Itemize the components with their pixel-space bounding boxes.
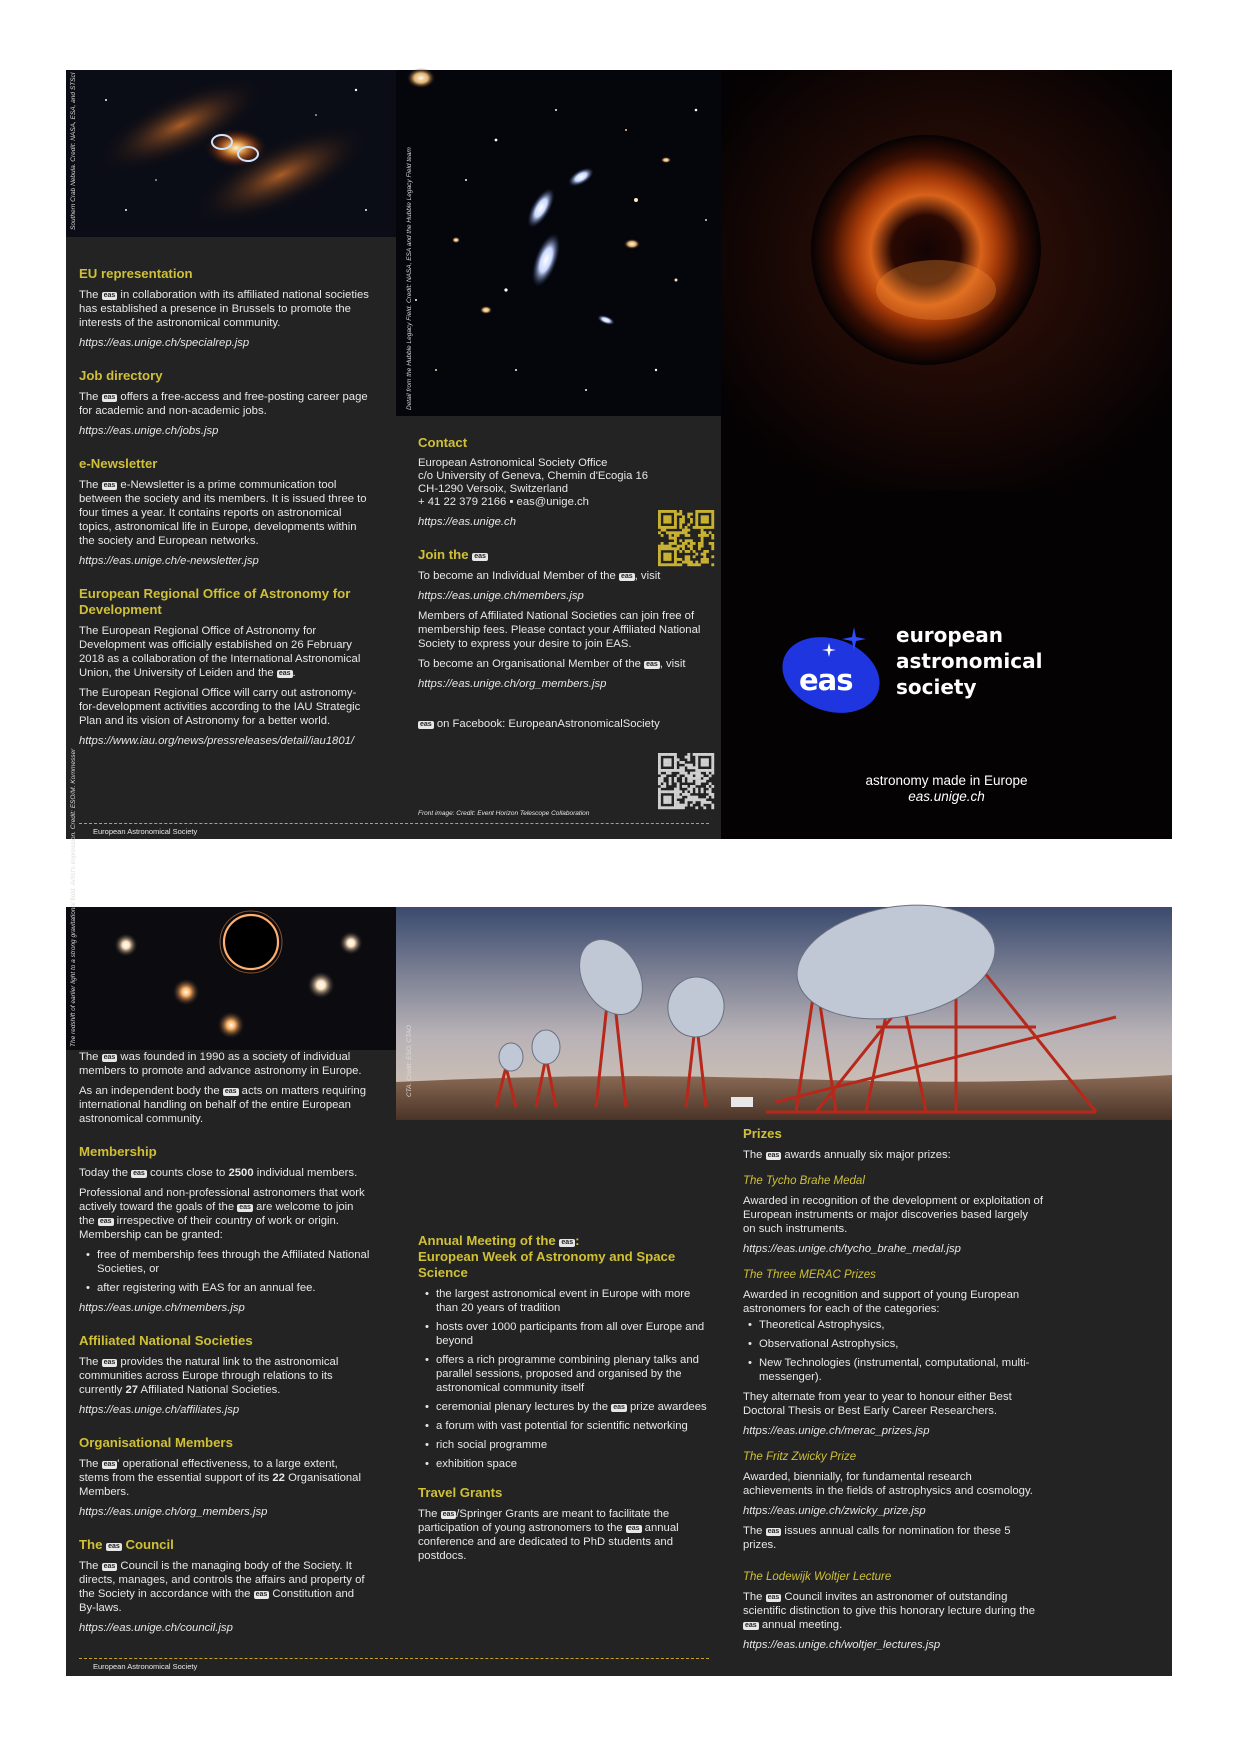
contact-link[interactable]: https://eas.unige.ch — [418, 516, 516, 528]
membership-section: Membership Today the eas counts close to 2500 individual members. Professional and non-professional astronomers that work actively toward the goals of the eas are welcome to join the eas irrespective of their country of work or origin. Membership can be granted: • free of membership fees through the Affiliated National Societies, or • after registering with EAS for an annual fee. https://eas.unige.ch/members.jsp — [79, 1144, 371, 1315]
eas-badge: eas — [255, 1591, 268, 1598]
affiliated-title: Affiliated National Societies — [79, 1333, 253, 1348]
nebula-credit: Southern Crab Nebula. Credit: NASA, ESA, and STScI — [70, 72, 77, 230]
contact-line-2: c/o University of Geneva, Chemin d'Ecogia 16 — [418, 470, 649, 482]
prizes-text: Prizes The eas awards annually six major prizes: The Tycho Brahe Medal Awarded in recognition of the development or exploitation of European instruments or major discoveries based largely on such instruments. https://eas.unige.ch/tycho_brahe_medal.jsp The Three MERAC Prizes Awarded in recognition and support of young European astronomers for each of the categories: • Theoretical Astrophysics, • Observational Astrophysics, • New Technologies (instrumental, computational, multi-messenger). They alternate from year to year to honour either Best Doctoral Thesis or Best Early Career Researchers. https://eas.unige.ch/merac_prizes.jsp The Fritz Zwicky Prize Awarded, biennially, for fundamental research achievements in the fields of astrophysics and cosmology. https://eas.unige.ch/zwicky_prize.jsp The eas issues annual calls for nomination for these 5 prizes. The Lodewijk Woltjer Lecture The eas Council invites an astronomer of outstanding scientific distinction to give this honorary lecture during the eas annual meeting. https://eas.unige.ch/woltjer_lectures.jsp — [743, 1126, 1043, 1670]
oad-link[interactable]: https://www.iau.org/news/pressreleases/detail/iau1801/ — [79, 735, 355, 747]
cover-tagline: astronomy made in Europe — [865, 773, 1028, 788]
eu-text: in collaboration with its affiliated national societies has established a presence in Brussels to promote the interests of the astronomical community. — [79, 289, 369, 329]
job-title: Job directory — [79, 368, 163, 383]
qr-code-icon — [658, 753, 714, 809]
travel-grants-section: Travel Grants The eas /Springer Grants are meant to facilitate the participation of young astronomers to the eas annual conference and are dedicated to PhD students and postdocs. — [418, 1485, 710, 1563]
list-item: • Theoretical Astrophysics, — [759, 1318, 1043, 1332]
eas-badge: eas — [767, 1594, 780, 1601]
stars-credit: The redshift of earlier light to a strong gravitational field. Artist's impression. Credit: ESO/M. Kornmesser — [70, 748, 77, 1047]
list-item: • rich social programme — [436, 1438, 710, 1452]
hubble-credit: Detail from the Hubble Legacy Field. Credit: NASA, ESA and the Hubble Legacy Field team — [406, 147, 413, 410]
list-item: • ceremonial plenary lectures by the eas prize awardees — [436, 1400, 710, 1414]
front-image-credit: Front image: Credit: Event Horizon Telescope Collaboration — [418, 810, 590, 817]
panel-inner-middle — [396, 907, 721, 1676]
oad-section: European Regional Office of Astronomy for Development The European Regional Office of Astronomy for Development was officially established on 26 February 2018 as a collaboration of the International Astronomical Union, the University of Leiden and the eas . The European Regional Office will carry out astronomy-for-development activities according to the IAU Strategic Plan and its vision of Astronomy for a better world. https://www.iau.org/news/pressreleases/detail/iau1801/ — [79, 586, 371, 748]
eas-badge: eas — [103, 1563, 116, 1570]
sheet1-footer: European Astronomical Society — [93, 827, 198, 836]
eas-badge: eas — [133, 1170, 145, 1177]
eas-badge: eas — [613, 1404, 625, 1411]
woltjer-link[interactable]: https://eas.unige.ch/woltjer_lectures.jsp — [743, 1639, 941, 1651]
affiliated-link[interactable]: https://eas.unige.ch/affiliates.jsp — [79, 1404, 240, 1416]
eas-badge: eas — [103, 1461, 116, 1468]
sheet2-footer: European Astronomical Society — [93, 1662, 198, 1671]
black-hole-image — [721, 70, 1172, 490]
member-count: 2500 — [228, 1167, 254, 1179]
job-link[interactable]: https://eas.unige.ch/jobs.jsp — [79, 425, 219, 437]
merac-list — [743, 1318, 1043, 1384]
eas-badge: eas — [108, 1543, 120, 1550]
newsletter-text: e-Newsletter is a prime communication tool between the society and its members. It is issued three to four times a year. It contains reports on astronomical topics, astronomical life in Europe, developments within the society and European networks. — [79, 479, 367, 547]
eas-badge: eas — [239, 1204, 251, 1211]
panel-front-cover — [721, 70, 1172, 839]
list-item: • offers a rich programme combining plenary talks and parallel sessions, proposed and organised by the astronomical community itself — [436, 1353, 710, 1395]
inner-left-text: The eas was founded in 1990 as a society of individual members to promote and advance astronomy in Europe. As an independent body the eas acts on matters requiring international handling on behalf of the entire European astronomical community. Membership Today the eas counts close to 2500 individual members. Professional and non-professional astronomers that work actively toward the goals of the eas are welcome to join the eas irrespective of their country of work or origin. Membership can be granted: • free of membership fees through the Affiliated National Societies, or • after registering with EAS for an annual fee. https://eas.unige.ch/members.jsp Affiliated National Societies The eas provides the natural link to the astronomical communities across Europe through relations to its currently 27 Affiliated National Societies. https://eas.unige.ch/affiliates.jsp Organisational Members The eas ' operational effectiveness, to a large extent, stems from the essential support of its 22 Organisational Members. https://eas.unige.ch/org_members.jsp The eas Council The eas Council is the managing body of the Society. It directs, manages, and controls the affairs and property of the Society in accordance with the eas Constitution and By-laws. https://eas.unige.ch/council.jsp — [79, 1050, 371, 1653]
intro-text-1: was founded in 1990 as a society of individual members to promote and advance astronomy in Europe. — [79, 1051, 362, 1077]
zwicky-link[interactable]: https://eas.unige.ch/zwicky_prize.jsp — [743, 1505, 926, 1517]
tycho-title: The Tycho Brahe Medal — [743, 1175, 865, 1187]
eu-section: EU representation The eas in collaboration with its affiliated national societies has established a presence in Brussels to promote the interests of the astronomical community. https://eas.unige.ch/specialrep.jsp — [79, 266, 371, 350]
job-section: Job directory The eas offers a free-access and free-posting career page for academic and non-academic jobs. https://eas.unige.ch/jobs.jsp — [79, 368, 371, 438]
inner-middle-text — [418, 1233, 710, 1569]
merac-section: The Three MERAC Prizes Awarded in recognition and support of young European astronomers for each of the categories: • Theoretical Astrophysics, • Observational Astrophysics, • New Technologies (instrumental, computational, multi-messenger). They alternate from year to year to honour either Best Doctoral Thesis or Best Early Career Researchers. https://eas.unige.ch/merac_prizes.jsp — [743, 1268, 1043, 1438]
list-item: • Observational Astrophysics, — [759, 1337, 1043, 1351]
eas-badge: eas — [103, 482, 116, 489]
woltjer-section: The Lodewijk Woltjer Lecture The eas Council invites an astronomer of outstanding scientific distinction to give this honorary lecture during the eas annual meeting. https://eas.unige.ch/woltjer_lectures.jsp — [743, 1570, 1043, 1652]
council-section: The eas Council The eas Council is the managing body of the Society. It directs, manages, and controls the affairs and property of the Society in accordance with the eas Constitution and By-laws. https://eas.unige.ch/council.jsp — [79, 1537, 371, 1635]
eas-badge: eas — [745, 1622, 757, 1629]
eas-badge: eas — [99, 1218, 112, 1225]
join-text-2: Members of Affiliated National Societies can join free of membership fees. Please contact your Affiliated National Society to express your desire to join EAS. — [418, 610, 701, 650]
tycho-section: The Tycho Brahe Medal Awarded in recognition of the development or exploitation of European instruments or major discoveries based largely on such instruments. https://eas.unige.ch/tycho_brahe_medal.jsp — [743, 1175, 1043, 1255]
annual-meeting-subtitle: European Week of Astronomy and Space Science — [418, 1249, 676, 1280]
logo-line-3: society — [896, 675, 977, 699]
eu-title: EU representation — [79, 266, 193, 281]
woltjer-title: The Lodewijk Woltjer Lecture — [743, 1571, 892, 1583]
annual-meeting-list — [418, 1287, 710, 1471]
logo-line-2: astronomical — [896, 649, 1043, 673]
tycho-link[interactable]: https://eas.unige.ch/tycho_brahe_medal.jsp — [743, 1243, 961, 1255]
eas-badge: eas — [442, 1511, 455, 1518]
contact-line-4: + 41 22 379 2166 ▪ eas@unige.ch — [418, 496, 589, 508]
eas-badge: eas — [474, 553, 486, 560]
council-link[interactable]: https://eas.unige.ch/council.jsp — [79, 1622, 233, 1634]
oad-text-2: The European Regional Office will carry out astronomy-for-development activities according to the IAU Strategic Plan and its vision of Astronomy for a better world. — [79, 687, 361, 727]
qr-code-facebook[interactable] — [658, 753, 714, 809]
qr-code-icon — [658, 510, 714, 566]
list-item: • New Technologies (instrumental, computational, multi-messenger). — [759, 1356, 1043, 1384]
qr-code-contact[interactable] — [658, 510, 714, 566]
zwicky-section: The Fritz Zwicky Prize Awarded, biennially, for fundamental research achievements in the fields of astrophysics and cosmology. https://eas.unige.ch/zwicky_prize.jsp The eas issues annual calls for nomination for these 5 prizes. — [743, 1450, 1043, 1552]
eas-badge: eas — [103, 1054, 116, 1061]
merac-title: The Three MERAC Prizes — [743, 1269, 876, 1281]
left-panel-text — [79, 266, 371, 766]
organisational-section: Organisational Members The eas ' operational effectiveness, to a large extent, stems from the essential support of its 22 Organisational Members. https://eas.unige.ch/org_members.jsp — [79, 1435, 371, 1519]
organisational-title: Organisational Members — [79, 1435, 233, 1450]
list-item: • after registering with EAS for an annual fee. — [97, 1281, 371, 1295]
zwicky-title: The Fritz Zwicky Prize — [743, 1451, 857, 1463]
join-text-1: To become an Individual Member of the — [418, 570, 619, 582]
join-text-3: To become an Organisational Member of the — [418, 658, 645, 670]
join-link-organisational[interactable]: https://eas.unige.ch/org_members.jsp — [418, 678, 607, 690]
divider-line — [79, 1658, 709, 1659]
logo-eas-text: eas — [799, 663, 853, 697]
eas-badge: eas — [767, 1152, 780, 1159]
job-text: offers a free-access and free-posting career page for academic and non-academic jobs. — [79, 391, 368, 417]
eas-badge: eas — [278, 670, 291, 677]
newsletter-section: e-Newsletter The eas e-Newsletter is a prime communication tool between the society and its members. It is issued three to four times a year. It contains reports on astronomical topics, astronomical life in Europe, developments within the society and European networks. https://eas.unige.ch/e-newsletter.jsp — [79, 456, 371, 568]
intro-text-2: acts on matters requiring international handling on behalf of the entire European astronomical community. — [79, 1085, 366, 1125]
cover-website[interactable]: eas.unige.ch — [908, 789, 985, 804]
join-section: Join the eas To become an Individual Member of the eas , visit https://eas.unige.ch/members.jsp Members of Affiliated National Societies can join free of membership fees. Please contact your Affiliated National Society to express your desire to join EAS. To become an Organisational Member of the eas , visit https://eas.unige.ch/org_members.jsp eas on Facebook: EuropeanAstronomicalSociety — [418, 547, 710, 731]
prizes-title: Prizes — [743, 1126, 782, 1141]
eas-badge: eas — [103, 1359, 116, 1366]
crab-nebula-image — [66, 70, 396, 237]
panel-inner-right — [721, 907, 1172, 1676]
contact-line-1: European Astronomical Society Office — [418, 457, 608, 469]
contact-title: Contact — [418, 435, 468, 450]
eas-badge: eas — [620, 573, 633, 580]
panel-left — [66, 70, 396, 839]
list-item: • a forum with vast potential for scientific networking — [436, 1419, 710, 1433]
membership-link[interactable]: https://eas.unige.ch/members.jsp — [79, 1302, 245, 1314]
council-title: The eas Council — [79, 1537, 174, 1552]
hubble-field-image — [396, 70, 721, 416]
eas-badge: eas — [767, 1528, 780, 1535]
list-item: • hosts over 1000 participants from all over Europe and beyond — [436, 1320, 710, 1348]
eas-badge: eas — [224, 1088, 237, 1095]
annual-meeting-title: Annual Meeting of the eas : — [418, 1233, 580, 1248]
eas-badge: eas — [103, 292, 116, 299]
logo-line-1: european — [896, 623, 1004, 647]
eas-badge: eas — [420, 721, 432, 728]
logo-wordmark — [896, 622, 1042, 700]
join-link-individual[interactable]: https://eas.unige.ch/members.jsp — [418, 590, 584, 602]
oad-text-1: The European Regional Office of Astronomy for Development was officially established on 26 February 2018 as a collaboration of the International Astronomical Union, the University of Leiden and the — [79, 625, 361, 679]
cover-tagline-block — [721, 773, 1172, 805]
contact-join-text — [418, 435, 710, 737]
newsletter-link[interactable]: https://eas.unige.ch/e-newsletter.jsp — [79, 555, 259, 567]
join-title: Join the — [418, 547, 473, 562]
eas-badge: eas — [627, 1525, 640, 1532]
panel-middle — [396, 70, 721, 839]
annual-meeting-section — [418, 1233, 710, 1471]
divider-line — [79, 823, 709, 824]
newsletter-title: e-Newsletter — [79, 456, 158, 471]
membership-title: Membership — [79, 1144, 157, 1159]
list-item: • the largest astronomical event in Europe with more than 20 years of tradition — [436, 1287, 710, 1315]
eas-badge: eas — [103, 394, 116, 401]
brochure-outer-sheet — [66, 70, 1172, 839]
organisational-link[interactable]: https://eas.unige.ch/org_members.jsp — [79, 1506, 268, 1518]
eas-badge: eas — [646, 661, 658, 668]
facebook-line[interactable]: eas on Facebook: EuropeanAstronomicalSociety — [420, 718, 660, 730]
travel-grants-title: Travel Grants — [418, 1485, 503, 1500]
membership-list — [79, 1248, 371, 1295]
eu-link[interactable]: https://eas.unige.ch/specialrep.jsp — [79, 337, 250, 349]
merac-link[interactable]: https://eas.unige.ch/merac_prizes.jsp — [743, 1425, 930, 1437]
cta-credit: CTA. Credit: ESO, CTAO — [406, 1025, 413, 1097]
oad-title: European Regional Office of Astronomy for Development — [79, 586, 351, 617]
list-item: • exhibition space — [436, 1457, 710, 1471]
list-item: • free of membership fees through the Affiliated National Societies, or — [97, 1248, 371, 1276]
affiliated-section: Affiliated National Societies The eas provides the natural link to the astronomical communities across Europe through relations to its currently 27 Affiliated National Societies. https://eas.unige.ch/affiliates.jsp — [79, 1333, 371, 1417]
eas-badge: eas — [561, 1239, 574, 1246]
contact-line-3: CH-1290 Versoix, Switzerland — [418, 483, 569, 495]
eas-logo — [781, 615, 885, 719]
